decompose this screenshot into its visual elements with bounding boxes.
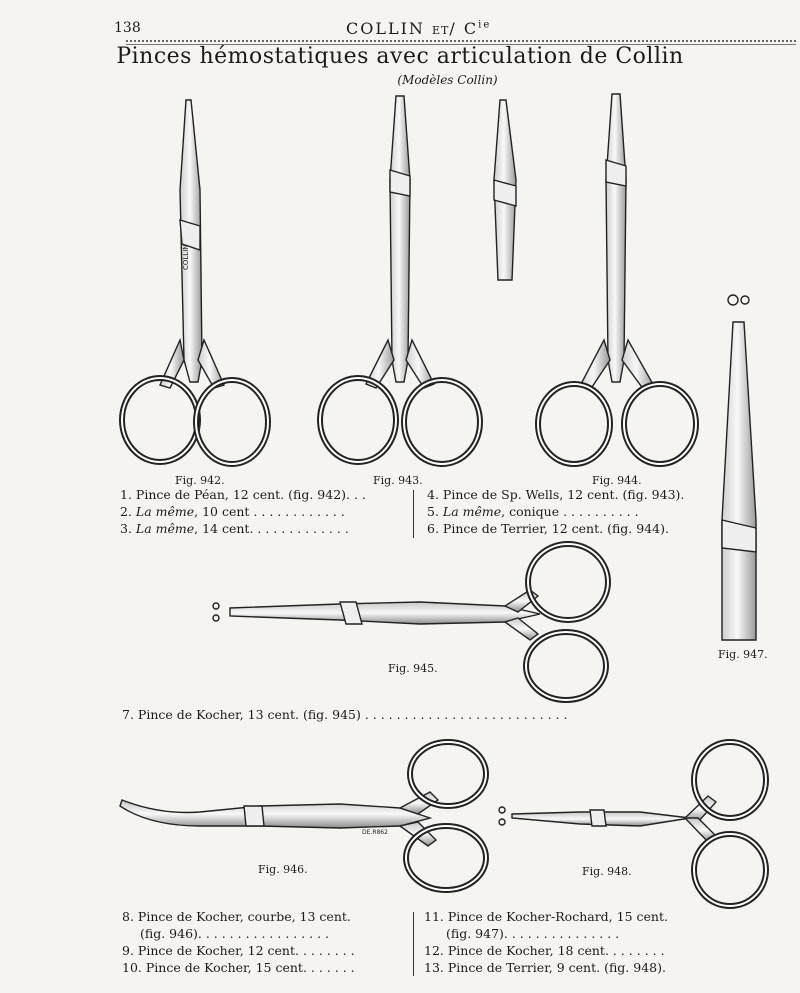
fig944-forceps-illustration <box>538 94 696 464</box>
list-item: 10. Pince de Kocher, 15 cent. . . . . . . <box>122 960 355 975</box>
list-item: 2. La même, 10 cent . . . . . . . . . . . . <box>120 504 345 519</box>
page-subtitle: (Modèles Collin) <box>397 73 498 87</box>
page-number: 138 <box>114 20 141 36</box>
running-head-main: COLLIN <box>346 19 425 38</box>
fig943-forceps-illustration <box>320 96 480 464</box>
list-separator <box>413 912 414 976</box>
list-item: (fig. 947). . . . . . . . . . . . . . . <box>446 926 620 941</box>
list-item: 1. Pince de Péan, 12 cent. (fig. 942). . . <box>120 487 366 502</box>
list-item: 9. Pince de Kocher, 12 cent. . . . . . . . <box>122 943 355 958</box>
item-7: 7. Pince de Kocher, 13 cent. (fig. 945) . . . . . . . . . . . . . . . . . . . . . . . . . . <box>122 707 568 722</box>
fig948-forceps-illustration <box>499 742 766 906</box>
running-head-sup: ie <box>478 19 492 31</box>
fig943-caption: Fig. 943. <box>373 474 423 487</box>
item-list-d <box>424 908 704 976</box>
signature-mark: DE.R862 <box>362 829 388 836</box>
item-list-a <box>120 486 380 537</box>
fig946-caption: Fig. 946. <box>258 863 308 876</box>
list-item: 4. Pince de Sp. Wells, 12 cent. (fig. 943). <box>427 487 685 502</box>
list-item: (fig. 946). . . . . . . . . . . . . . . . . <box>140 926 330 941</box>
list-item: 5. La même, conique . . . . . . . . . . <box>427 504 639 519</box>
fig942-mark: COLLIN <box>182 244 190 270</box>
fig947-caption: Fig. 947. <box>718 648 768 661</box>
list-item: 13. Pince de Terrier, 9 cent. (fig. 948). <box>424 960 666 975</box>
item-list-b <box>427 486 697 537</box>
list-item: 8. Pince de Kocher, courbe, 13 cent. <box>122 909 351 924</box>
list-item: 12. Pince de Kocher, 18 cent. . . . . . . . <box>424 943 665 958</box>
list-item: 11. Pince de Kocher-Rochard, 15 cent. <box>424 909 668 924</box>
running-head: COLLIN ET/ $C^{ie}$ <box>346 19 492 38</box>
fig945-forceps-illustration <box>213 544 608 700</box>
fig948-caption: Fig. 948. <box>582 865 632 878</box>
item-list-c <box>122 908 382 976</box>
fig945-caption: Fig. 945. <box>388 662 438 675</box>
fig944-caption: Fig. 944. <box>592 474 642 487</box>
list-item: 3. La même, 14 cent. . . . . . . . . . . . . <box>120 521 349 536</box>
running-head-et: ET <box>432 24 450 37</box>
page-title: Pinces hémostatiques avec articulation de Collin <box>116 44 684 69</box>
list-separator <box>413 490 414 538</box>
running-head-suffix: C <box>463 19 479 38</box>
fig942-forceps-illustration <box>122 100 268 464</box>
list-item: 6. Pince de Terrier, 12 cent. (fig. 944). <box>427 521 669 536</box>
conical-jaw-detail <box>494 100 516 280</box>
fig942-caption: Fig. 942. <box>175 474 225 487</box>
fig947-jaw-illustration <box>722 295 756 640</box>
